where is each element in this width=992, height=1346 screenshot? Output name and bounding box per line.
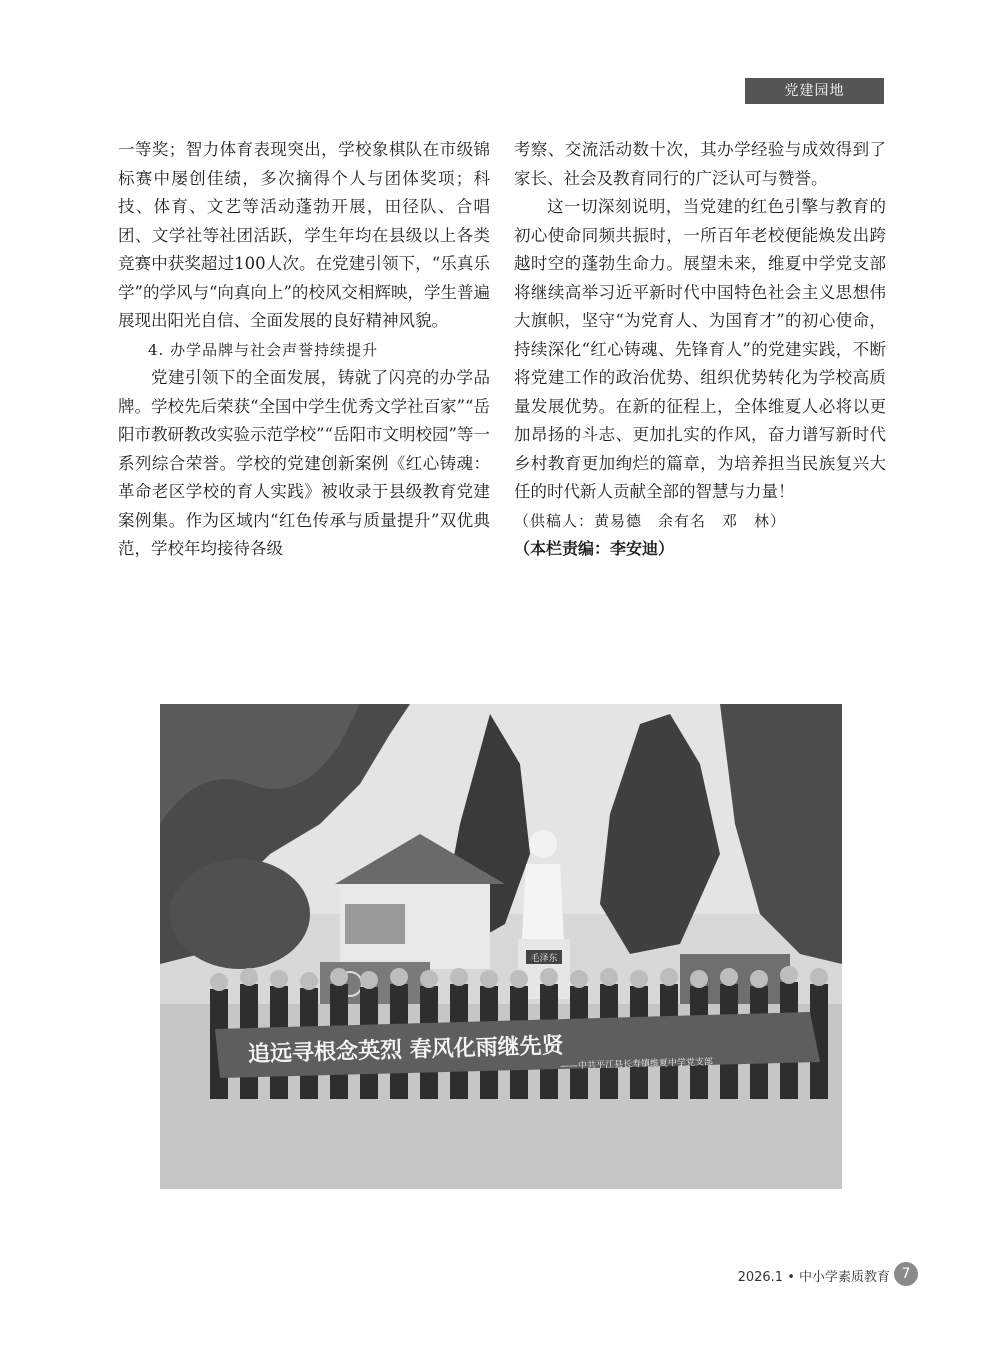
section-4-heading: 4. 办学品牌与社会声誉持续提升 <box>148 340 379 359</box>
statue-plaque: 毛泽东 <box>530 954 558 964</box>
banner-main-text: 追远寻根念英烈 春风化雨继先贤 <box>247 1033 564 1068</box>
page-footer <box>700 1262 920 1286</box>
section-tab: 党建园地 <box>745 78 884 104</box>
group-photo <box>160 704 842 1189</box>
editor-line: （本栏责编：李安迪） <box>514 539 675 558</box>
right-column <box>514 136 886 564</box>
left-column <box>118 136 490 564</box>
contributors-line: （供稿人：黄易德 余有名 邓 林） <box>514 511 787 530</box>
right-paragraph-1: 考察、交流活动数十次，其办学经验与成效得到了家长、社会及教育同行的广泛认可与赞誉。 <box>514 140 886 188</box>
banner-sub-text: ——中共平江县长寿镇维夏中学党支部 <box>559 1057 714 1072</box>
left-paragraph-2: 党建引领下的全面发展，铸就了闪亮的办学品牌。学校先后荣获“全国中学生优秀文学社百家”“岳阳市教研教改实验示范学校”“岳阳市文明校园”等一系列综合荣誉。学校的党建创新案例《红心铸魂：革命老区学校的育人实践》被收录于县级教育党建案例集。作为区域内“红色传承与质量提升”双优典范，学校年均接待各级 <box>118 368 490 558</box>
issue-label: 2026.1 • 中小学素质教育 <box>737 1270 890 1285</box>
page-number: 7 <box>894 1262 918 1286</box>
right-paragraph-2: 这一切深刻说明，当党建的红色引擎与教育的初心使命同频共振时，一所百年老校便能焕发出跨越时空的蓬勃生命力。展望未来，维夏中学党支部将继续高举习近平新时代中国特色社会主义思想伟大旗帜，坚守“为党育人、为国育才”的初心使命，持续深化“红心铸魂、先锋育人”的党建实践，不断将党建工作的政治优势、组织优势转化为学校高质量发展优势。在新的征程上，全体维夏人必将以更加昂扬的斗志、更加扎实的作风，奋力谱写新时代乡村教育更加绚烂的篇章，为培养担当民族复兴大任的时代新人贡献全部的智慧与力量！ <box>514 197 886 501</box>
left-paragraph-1: 一等奖；智力体育表现突出，学校象棋队在市级锦标赛中屡创佳绩，多次摘得个人与团体奖项；科技、体育、文艺等活动蓬勃开展，田径队、合唱团、文学社等社团活跃，学生年均在县级以上各类竞赛中获奖超过100人次。在党建引领下，“乐真乐学”的学风与“向真向上”的校风交相辉映，学生普遍展现出阳光自信、全面发展的良好精神风貌。 <box>118 140 490 330</box>
